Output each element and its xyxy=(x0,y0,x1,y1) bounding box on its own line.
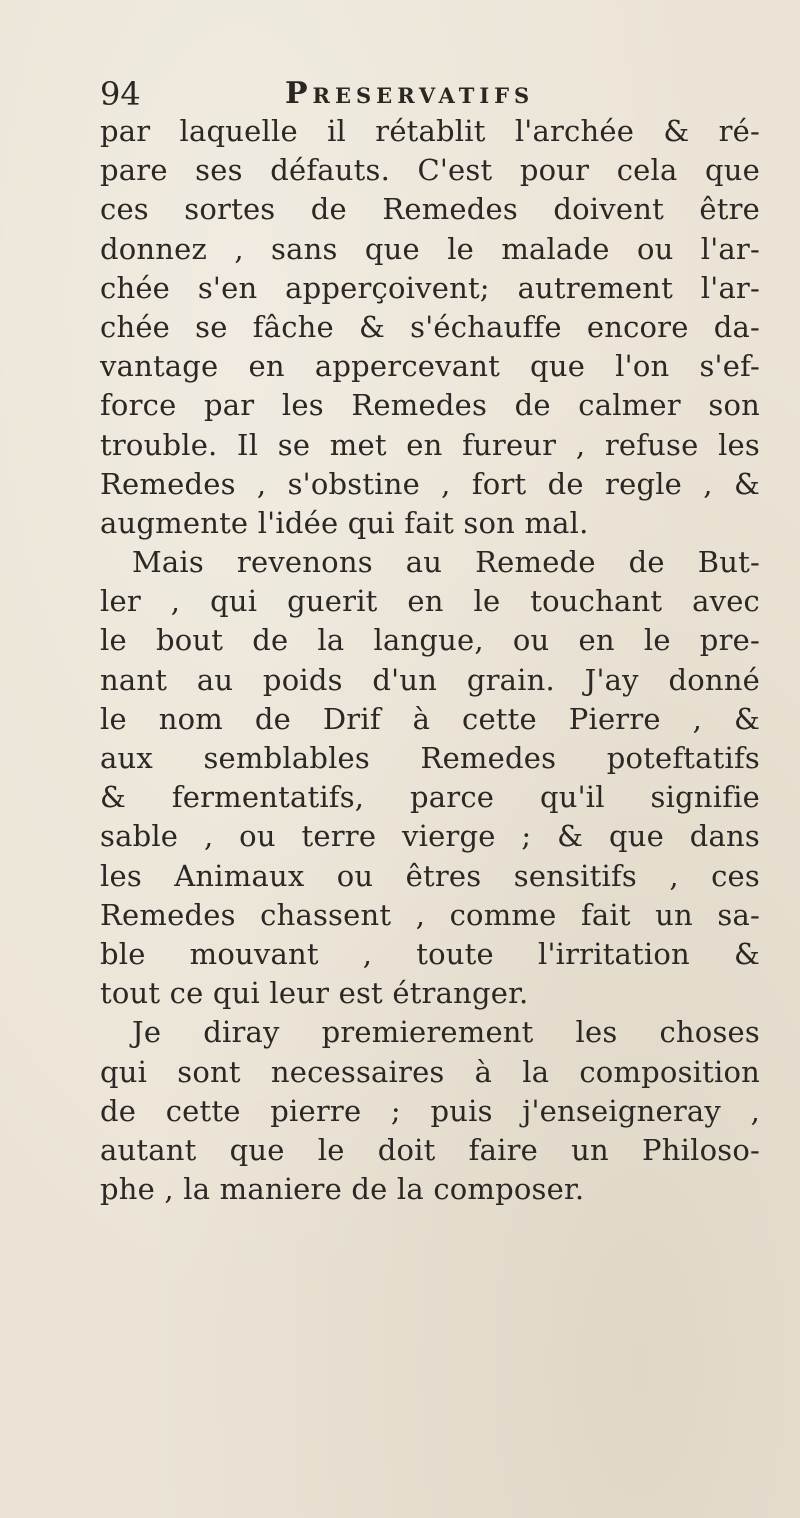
text-line: ler , qui guerit en le touchant avec xyxy=(100,584,760,619)
text-line: force par les Remedes de calmer son xyxy=(100,388,760,423)
text-line: phe , la maniere de la composer. xyxy=(100,1172,585,1207)
text-line: tout ce qui leur est étranger. xyxy=(100,976,529,1011)
text-line: nant au poids d'un grain. J'ay donné xyxy=(100,662,760,697)
text-line: trouble. Il se met en fureur , refuse les xyxy=(100,427,760,462)
text-line: qui sont necessaires à la composition xyxy=(100,1054,760,1089)
text-line: Mais revenons au Remede de But- xyxy=(132,545,760,580)
text-line: de cette pierre ; puis j'enseigneray , xyxy=(100,1093,760,1128)
text-line: aux semblables Remedes poteftatifs xyxy=(100,741,760,775)
text-line: autant que le doit faire un Philoso- xyxy=(100,1132,760,1167)
text-line: & fermentatifs, parce qu'il signifie xyxy=(100,780,760,815)
text-line: les Animaux ou êtres sensitifs , ces xyxy=(100,858,760,893)
text-line: Je diray premierement les choses xyxy=(132,1015,760,1050)
text-line: donnez , sans que le malade ou l'ar- xyxy=(100,231,760,266)
text-line: augmente l'idée qui fait son mal. xyxy=(100,505,589,540)
page-header xyxy=(100,68,660,114)
text-line: par laquelle il rétablit l'archée & ré- xyxy=(100,114,760,148)
text-line: Remedes , s'obstine , fort de regle , & xyxy=(100,466,760,501)
text-line: le bout de la langue, ou en le pre- xyxy=(100,623,760,658)
text-line: pare ses défauts. C'est pour cela que xyxy=(100,153,760,188)
text-line: ces sortes de Remedes doivent être xyxy=(100,192,760,227)
text-line: chée s'en apperçoivent; autrement l'ar- xyxy=(100,270,760,305)
text-line: chée se fâche & s'échauffe encore da- xyxy=(100,309,760,344)
body-text xyxy=(100,112,760,1209)
text-line: sable , ou terre vierge ; & que dans xyxy=(100,819,760,854)
text-line: vantage en appercevant que l'on s'ef- xyxy=(100,349,760,384)
running-head: Preservatifs xyxy=(285,76,535,111)
text-line: le nom de Drif à cette Pierre , & xyxy=(100,701,760,736)
text-line: Remedes chassent , comme fait un sa- xyxy=(100,897,760,932)
text-line: ble mouvant , toute l'irritation & xyxy=(100,936,760,971)
page-number: 94 xyxy=(100,75,141,113)
